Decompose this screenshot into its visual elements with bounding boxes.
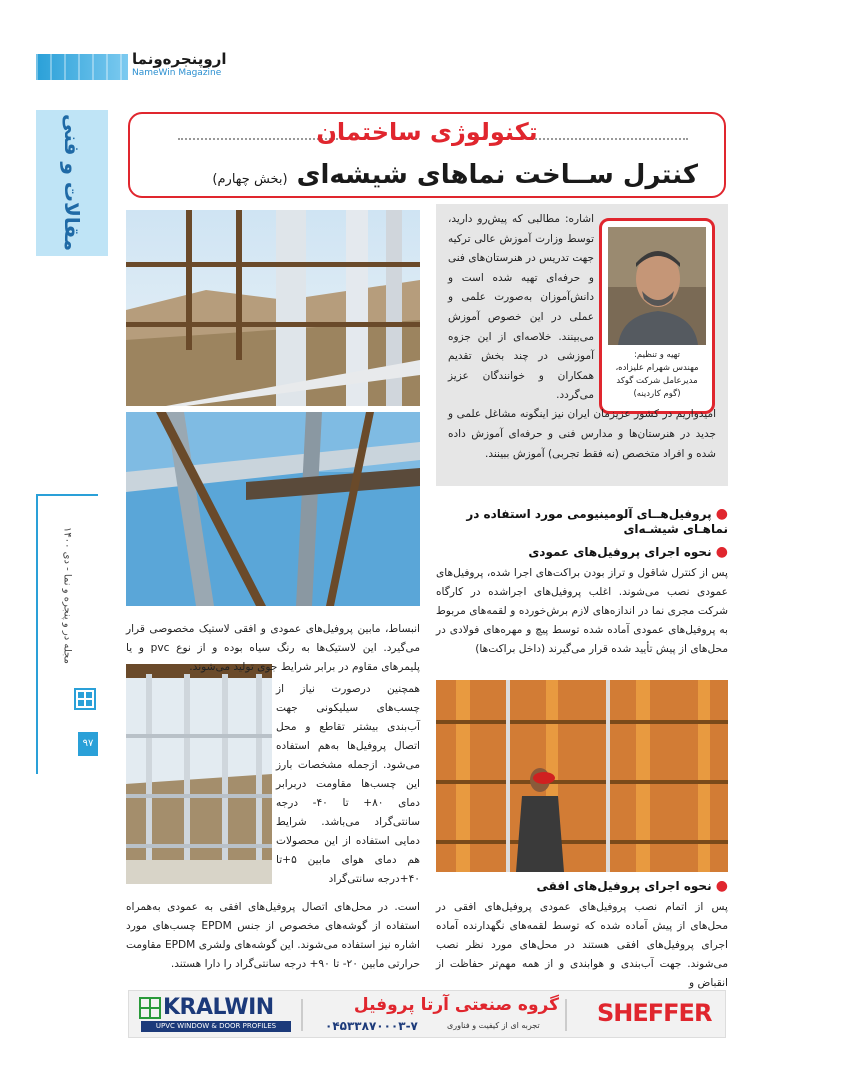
heading-aluminium-profiles bbox=[436, 506, 728, 536]
paragraph-left-2: همچنین درصورت نیاز از چسب‌های سیلیکونی جهت آب‌بندی بیشتر تقاطع و محل اتصال پروفیل‌ها به‌هم استفاده می‌شود. ازجمله مشخصات بارز این چسب‌ها مقاومت دربرابر دمای ۸۰+ تا ۴۰- درجه سانتی‌گراد می‌باشد. شرایط دمایی استفاده از این محصولات هم دمای هوای مابین ۵+تا ۴۰+درجه سانتی‌گراد bbox=[276, 683, 420, 885]
facade-photo-2 bbox=[126, 412, 420, 606]
article-part: (بخش چهارم) bbox=[212, 172, 288, 187]
facade-photo-1 bbox=[126, 210, 420, 406]
heading-vertical-text: نحوه اجرای پروفیل‌های عمودی bbox=[528, 545, 712, 559]
bullet-dot: ● bbox=[715, 878, 728, 894]
bullet-dot: ● bbox=[715, 544, 728, 560]
author-role: مدیرعامل شرکت گوکد bbox=[616, 376, 698, 386]
author-photo bbox=[608, 227, 706, 345]
issue-label-wrap bbox=[52, 520, 82, 670]
sheffer-logo: SHEFFER bbox=[597, 999, 712, 1027]
side-divider-vertical bbox=[36, 494, 38, 774]
heading-aluminium-text: پروفیل‌هــای آلومینیومی مورد استفاده در نماهـای شیشـه‌ای bbox=[466, 507, 728, 536]
paragraph-horizontal: پس از اتمام نصب پروفیل‌های عمودی پروفیل‌های افقی در محل‌های از پیش آماده شده که توسط لقمه‌های نگهدارنده آماده اجرای پروفیل‌های افقی هستند در محل‌های مورد نظر نصب می‌شوند. جهت آب‌بندی و هوابندی و از همه مهم‌تر حفاظت از انقباض و bbox=[436, 901, 728, 989]
footer-ad[interactable] bbox=[128, 990, 726, 1038]
footer-separator bbox=[565, 999, 567, 1031]
magazine-logo[interactable] bbox=[132, 50, 232, 84]
side-divider bbox=[36, 494, 98, 496]
paragraph-left-1: انبساط، مابین پروفیل‌های عمودی و افقی لاستیک مخصوصی قرار می‌گیرد. این لاستیک‌ها به رنگ سیاه بوده و از نوع pvc و یا پلیمرهای مقاوم در برابر شرایط جوی تولید می‌شوند. bbox=[126, 623, 421, 673]
intro-paragraph-2: امیدواریم در کشور عزیزمان ایران نیز اینگونه مشاغل علمی و جدید در هنرستان‌ها و مدارس فنی و حرفه‌ای آموزش داده شده و افراد متخصص (نه فقط تجربی) آموزش ببینند. bbox=[448, 408, 716, 460]
paragraph-vertical: پس از کنترل شاقول و تراز بودن براکت‌های اجرا شده، پروفیل‌های عمودی نصب می‌شوند. اغلب پروفیل‌های اجراشده در کارگاه شرکت مجری نما در اندازه‌های لازم برش‌خورده و لقمه‌های مربوط به پروفیل‌های عمودی آماده شده توسط پیچ و مهره‌های فولادی در محل‌های از پیش تأیید شده قرار می‌گیرند (داخل براکت‌ها) bbox=[436, 567, 728, 655]
header-stripe bbox=[36, 54, 128, 80]
kralwin-tagline: UPVC WINDOW & DOOR PROFILES bbox=[141, 1021, 291, 1032]
issue-label: مجله در و پنجره و نما - دی ۱۴۰۰ bbox=[61, 526, 73, 664]
facade-photo-3 bbox=[126, 664, 272, 884]
author-credit-label: تهیه و تنظیم: bbox=[634, 350, 680, 360]
arta-tagline: تجربه ای از کیفیت و فناوری bbox=[447, 1021, 540, 1030]
article-title-text: کنترل ســاخت نماهای شیشه‌ای bbox=[296, 160, 698, 190]
author-credit bbox=[604, 349, 710, 401]
heading-vertical-profiles bbox=[436, 544, 728, 560]
intro-paragraph-1: اشاره: مطالبی که پیش‌رو دارید، توسط وزارت آموزش عالی ترکیه جهت تدریس در هنرستان‌های فنی و حرفه‌ای تهیه شده است و دانش‌آموزان به‌صورت علمی و عملی در این خصوص آموزش می‌بینند. خلاصه‌ای از این جزوه آموزشی در چند بخش تقدیم همکاران و خوانندگان عزیز می‌گردد. bbox=[448, 213, 594, 402]
window-icon bbox=[74, 688, 96, 710]
heading-horizontal-profiles bbox=[436, 878, 728, 894]
heading-horizontal-text: نحوه اجرای پروفیل‌های افقی bbox=[536, 879, 712, 893]
bullet-dot: ● bbox=[715, 506, 728, 522]
section-label: مقالات و فنی bbox=[60, 114, 84, 252]
title-kicker: تکنولوژی ساختمان bbox=[316, 118, 538, 146]
author-card bbox=[599, 218, 715, 414]
article-title bbox=[212, 160, 698, 190]
paragraph-left-3: است. در محل‌های اتصال پروفیل‌های افقی به عمودی به‌همراه استفاده از گوشه‌های مخصوص از جنس EPDM چسب‌های مورد اشاره نیز استفاده می‌شوند. این گوشه‌های ولشری EPDM مقاومت حرارتی مابین ۲۰- تا ۹۰+ درجه سانتی‌گراد را دارا هستند. bbox=[126, 901, 420, 970]
page-number: ۹۷ bbox=[78, 732, 98, 756]
arta-phone: ۰۴۵۳۳۸۷۰۰۰۳-۷ bbox=[325, 1019, 418, 1033]
arta-name: گروه صنعتی آرتا پروفیل bbox=[353, 995, 559, 1015]
section-tab bbox=[36, 110, 108, 256]
logo-subtitle: NameWin Magazine bbox=[132, 68, 222, 78]
logo-text: اروپنجره‌ونما bbox=[132, 50, 227, 68]
title-box bbox=[128, 112, 726, 198]
author-name: مهندس شهرام علیزاده، bbox=[615, 363, 699, 373]
facade-photo-4 bbox=[436, 680, 728, 872]
footer-separator bbox=[301, 999, 303, 1031]
kralwin-window-icon bbox=[139, 997, 161, 1019]
author-company: (گوم کاردینه) bbox=[633, 389, 681, 399]
kralwin-name: KRALWIN bbox=[163, 995, 274, 1020]
kralwin-logo bbox=[135, 995, 295, 1035]
